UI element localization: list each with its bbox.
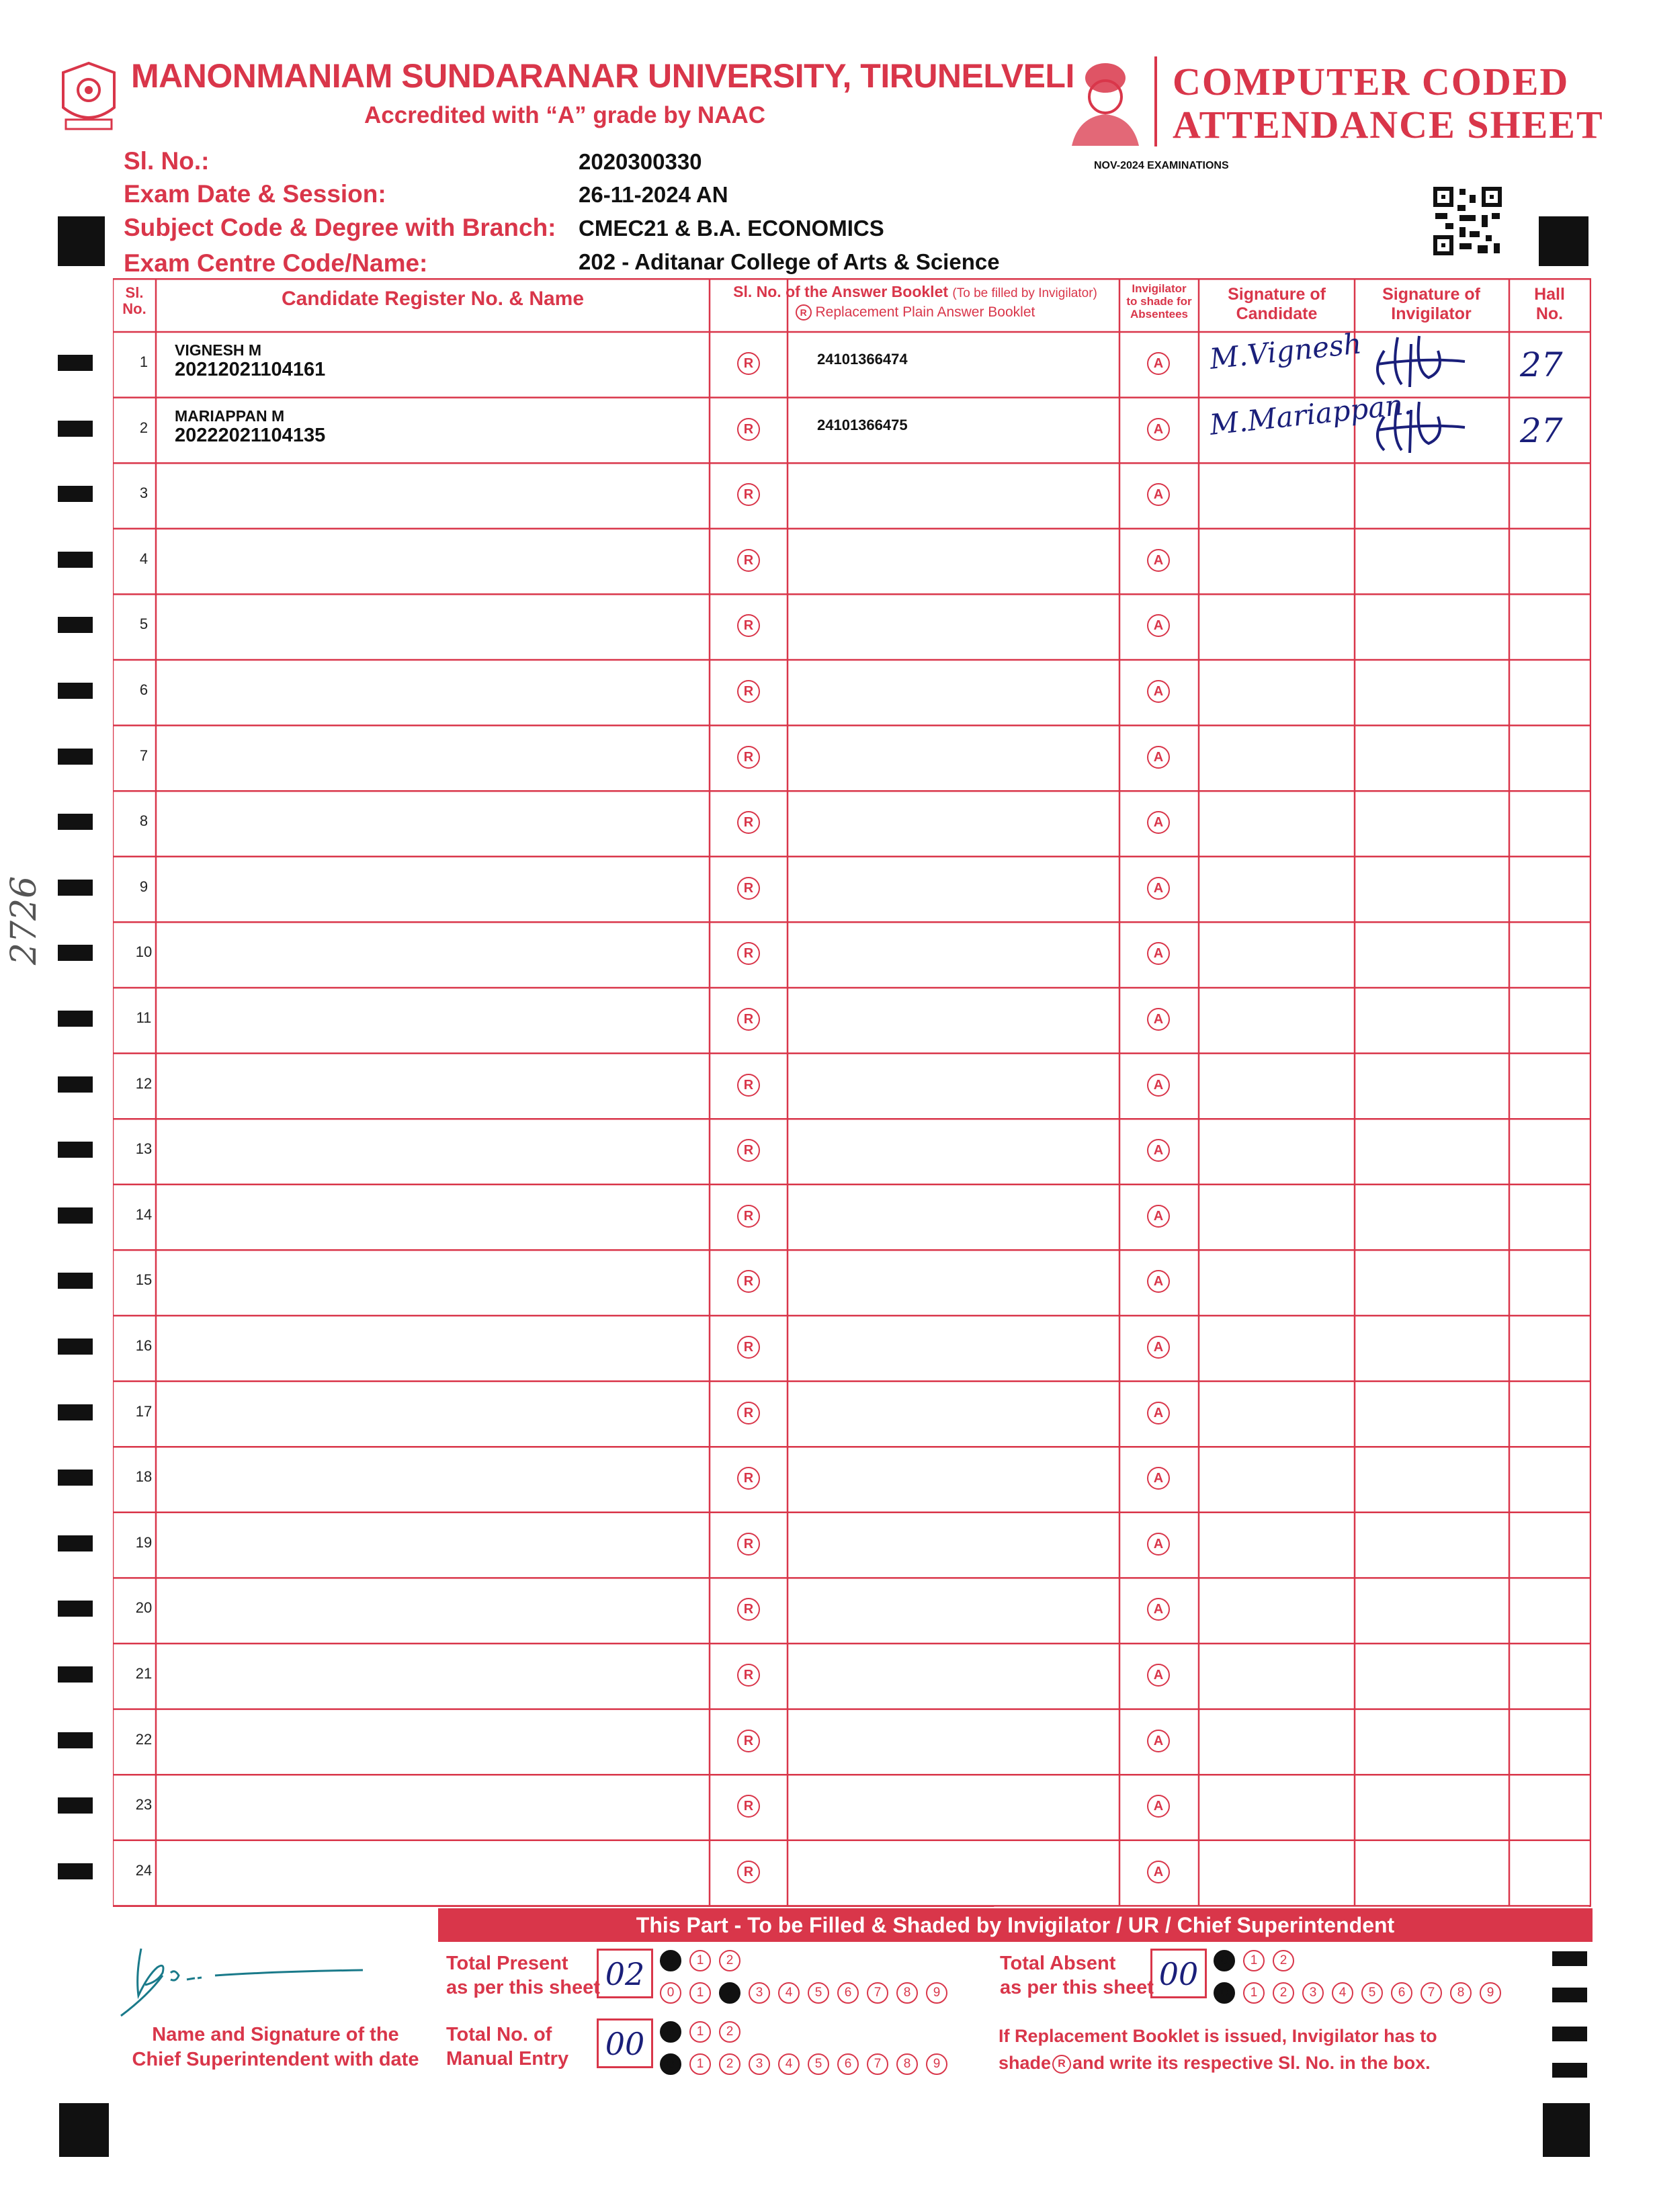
centre-value: 202 - Aditanar College of Arts & Science	[579, 249, 1000, 274]
replacement-bubble[interactable]: R	[737, 418, 760, 441]
replacement-bubble[interactable]: R	[737, 942, 760, 965]
total-present-units-bubble-9[interactable]: 9	[926, 1982, 947, 2004]
total-present-value: 02	[605, 1956, 645, 1992]
answer-booklet-no: 24101366474	[817, 351, 908, 368]
manual-entry-tens-bubble-1[interactable]: 1	[689, 2021, 711, 2043]
replacement-bubble[interactable]: R	[737, 1270, 760, 1293]
candidate-register-no: 20222021104135	[175, 424, 326, 446]
timing-mark-left	[58, 945, 93, 961]
header-hall-line2: No.	[1535, 304, 1564, 323]
timing-mark-left	[58, 1207, 93, 1224]
total-absent-units-bubble-4[interactable]: 4	[1332, 1982, 1353, 2004]
header-absent-line1: Invigilator	[1132, 282, 1187, 295]
invigilator-signature	[1364, 396, 1492, 464]
timing-mark-left	[58, 1797, 93, 1814]
university-logo	[59, 60, 118, 134]
header-sl-line2: No.	[122, 300, 146, 317]
header-sig-cand-line2: Candidate	[1236, 304, 1318, 323]
total-present-unit-bubbles	[660, 1982, 956, 2004]
manual-entry-line2: Manual Entry	[446, 2048, 569, 2070]
header-booklet-line2: Replacement Plain Answer Booklet	[815, 304, 1035, 320]
timing-mark-right-1	[1552, 1951, 1587, 1966]
timing-mark-left	[58, 1863, 93, 1879]
replacement-bubble[interactable]: R	[737, 1074, 760, 1097]
total-present-tens-bubble-0[interactable]: 0	[660, 1950, 681, 1971]
header-candidate: Candidate Register No. & Name	[281, 288, 585, 310]
row-sl-no: 16	[135, 1337, 153, 1354]
margin-note: 2726	[4, 876, 45, 966]
absent-bubble[interactable]: A	[1147, 811, 1170, 834]
absent-bubble[interactable]: A	[1147, 1598, 1170, 1621]
timing-mark-left	[58, 486, 93, 502]
manual-entry-box[interactable]	[597, 2018, 653, 2068]
header-booklet-note: (To be filled by Invigilator)	[952, 286, 1097, 300]
total-absent-units-bubble-1[interactable]: 1	[1243, 1982, 1265, 2004]
total-present-units-bubble-1[interactable]: 1	[689, 1982, 711, 2004]
absent-bubble[interactable]: A	[1147, 1861, 1170, 1883]
timing-mark-left	[58, 683, 93, 699]
absent-bubble[interactable]: A	[1147, 1139, 1170, 1162]
row-sl-no: 7	[139, 747, 149, 764]
chief-label-line2: Chief Superintendent with date	[132, 2049, 419, 2070]
absent-bubble[interactable]: A	[1147, 1270, 1170, 1293]
row-sl-no: 15	[135, 1271, 153, 1289]
replacement-bubble[interactable]: R	[737, 680, 760, 703]
total-present-label	[446, 1951, 600, 2000]
candidate-signature: M.Mariappan.	[1207, 387, 1414, 441]
manual-entry-tens-bubble-0[interactable]: 0	[660, 2021, 681, 2043]
row-sl-no: 19	[135, 1533, 153, 1551]
row-sl-no: 20	[135, 1599, 153, 1617]
absent-bubble[interactable]: A	[1147, 1795, 1170, 1818]
absent-bubble[interactable]: A	[1147, 1205, 1170, 1228]
corner-mark-top-left	[58, 216, 105, 266]
header-sig-inv-line2: Invigilator	[1391, 304, 1472, 323]
total-absent-units-bubble-2[interactable]: 2	[1273, 1982, 1294, 2004]
timing-mark-left	[58, 1338, 93, 1355]
absent-bubble[interactable]: A	[1147, 746, 1170, 769]
total-absent-tens-bubbles	[1214, 1950, 1302, 1971]
header-absent-line3: Absentees	[1130, 308, 1188, 321]
total-present-units-bubble-3[interactable]: 3	[749, 1982, 770, 2004]
header-hall-line1: Hall	[1534, 285, 1565, 304]
timing-mark-left	[58, 1470, 93, 1486]
timing-mark-left	[58, 1273, 93, 1289]
total-absent-line2: as per this sheet	[1000, 1977, 1154, 1998]
replacement-bubble[interactable]: R	[737, 746, 760, 769]
header-sl-line1: Sl.	[125, 284, 144, 301]
manual-entry-tens-bubble-2[interactable]: 2	[719, 2021, 740, 2043]
row-sl-no: 11	[136, 1009, 152, 1026]
total-absent-box[interactable]	[1150, 1949, 1207, 1998]
row-sl-no: 23	[135, 1796, 153, 1814]
sl-no-value: 2020300330	[579, 149, 702, 174]
total-present-units-bubble-6[interactable]: 6	[837, 1982, 859, 2004]
timing-mark-left	[58, 355, 93, 371]
header-absentees	[1119, 282, 1199, 321]
chief-superintendent-signature	[101, 1935, 383, 2023]
row-sl-no: 10	[135, 943, 153, 961]
absent-bubble[interactable]: A	[1147, 1664, 1170, 1687]
corner-mark-bottom-right	[1543, 2103, 1590, 2157]
hall-no: 27	[1520, 345, 1563, 384]
header-signature-candidate	[1200, 285, 1353, 324]
row-sl-no: 17	[135, 1402, 153, 1420]
replacement-bubble[interactable]: R	[737, 811, 760, 834]
row-sl-no: 12	[135, 1074, 153, 1092]
row-sl-no: 21	[135, 1665, 153, 1682]
timing-mark-left	[58, 749, 93, 765]
replacement-bubble[interactable]: R	[737, 1730, 760, 1752]
timing-mark-left	[58, 1535, 93, 1551]
absent-bubble[interactable]: A	[1147, 418, 1170, 441]
row-sl-no: 5	[139, 615, 149, 633]
absent-bubble[interactable]: A	[1147, 352, 1170, 375]
total-absent-line1: Total Absent	[1000, 1953, 1116, 1974]
manual-entry-label	[446, 2023, 568, 2071]
absent-bubble[interactable]: A	[1147, 1336, 1170, 1359]
manual-entry-value: 00	[605, 2026, 645, 2062]
row-sl-no: 18	[135, 1468, 153, 1486]
total-absent-units-bubble-6[interactable]: 6	[1391, 1982, 1412, 2004]
corner-mark-top-right	[1539, 216, 1588, 266]
candidate-register-no: 20212021104161	[175, 359, 326, 380]
replacement-bubble[interactable]: R	[737, 1533, 760, 1556]
manual-entry-units-bubble-2[interactable]: 2	[719, 2053, 740, 2075]
total-absent-units-bubble-3[interactable]: 3	[1302, 1982, 1324, 2004]
absent-bubble[interactable]: A	[1147, 680, 1170, 703]
row-sl-no: 6	[139, 681, 149, 698]
timing-mark-right-3	[1552, 2027, 1587, 2041]
replacement-bubble[interactable]: R	[737, 549, 760, 572]
timing-mark-left	[58, 421, 93, 437]
row-sl-no: 9	[139, 878, 149, 895]
total-present-line1: Total Present	[446, 1953, 568, 1974]
total-absent-units-bubble-9[interactable]: 9	[1480, 1982, 1501, 2004]
sheet-title	[1173, 60, 1604, 146]
exam-date-label: Exam Date & Session:	[124, 180, 386, 208]
replacement-bubble[interactable]: R	[737, 1336, 760, 1359]
total-absent-units-bubble-7[interactable]: 7	[1421, 1982, 1442, 2004]
answer-booklet-no: 24101366475	[817, 416, 908, 433]
total-absent-tens-bubble-0[interactable]: 0	[1214, 1950, 1235, 1971]
corner-mark-bottom-left	[59, 2103, 109, 2157]
invigilator-band: This Part - To be Filled & Shaded by Invigilator / UR / Chief Superintendent	[438, 1908, 1593, 1942]
absent-bubble[interactable]: A	[1147, 614, 1170, 637]
total-present-units-bubble-4[interactable]: 4	[778, 1982, 800, 2004]
sheet-title-line1: COMPUTER CODED	[1173, 60, 1570, 103]
total-absent-tens-bubble-1[interactable]: 1	[1243, 1950, 1265, 1971]
replacement-bubble[interactable]: R	[737, 1598, 760, 1621]
absent-bubble[interactable]: A	[1147, 1533, 1170, 1556]
replacement-note-line1: If Replacement Booklet is issued, Invigilator has to	[999, 2026, 1437, 2046]
absent-bubble[interactable]: A	[1147, 1074, 1170, 1097]
exam-date-value: 26-11-2024 AN	[579, 182, 728, 207]
replacement-bubble[interactable]: R	[737, 1861, 760, 1883]
row-sl-no: 24	[135, 1861, 153, 1879]
chief-label-line1: Name and Signature of the	[152, 2024, 399, 2045]
replacement-r-symbol: R	[796, 304, 812, 321]
replacement-bubble[interactable]: R	[737, 1467, 760, 1490]
timing-mark-left	[58, 1404, 93, 1420]
manual-entry-units-bubble-4[interactable]: 4	[778, 2053, 800, 2075]
header-absent-line2: to shade for	[1126, 295, 1192, 308]
timing-mark-left	[58, 1732, 93, 1748]
invigilator-signature	[1364, 331, 1492, 398]
row-sl-no: 4	[139, 550, 149, 567]
total-absent-label	[1000, 1951, 1154, 2000]
manual-entry-units-bubble-6[interactable]: 6	[837, 2053, 859, 2075]
manual-entry-units-bubble-9[interactable]: 9	[926, 2053, 947, 2075]
timing-mark-left	[58, 617, 93, 633]
manual-entry-units-bubble-5[interactable]: 5	[808, 2053, 829, 2075]
absent-bubble[interactable]: A	[1147, 1730, 1170, 1752]
timing-mark-left	[58, 1076, 93, 1093]
total-present-units-bubble-2[interactable]: 2	[719, 1982, 740, 2004]
timing-mark-right-4	[1552, 2063, 1587, 2078]
replacement-note-line2a: shade	[999, 2053, 1052, 2073]
total-absent-unit-bubbles	[1214, 1982, 1509, 2004]
row-sl-no: 13	[135, 1140, 153, 1158]
replacement-bubble[interactable]: R	[737, 1402, 760, 1424]
replacement-bubble[interactable]: R	[737, 1795, 760, 1818]
manual-entry-line1: Total No. of	[446, 2024, 552, 2045]
replacement-bubble[interactable]: R	[737, 1139, 760, 1162]
header-sl-no	[113, 285, 156, 317]
total-present-box[interactable]	[597, 1949, 653, 1998]
row-sl-no: 3	[139, 484, 149, 502]
header-hall-no	[1509, 285, 1590, 324]
manual-entry-tens-bubbles	[660, 2021, 749, 2043]
absent-bubble[interactable]: A	[1147, 1008, 1170, 1031]
total-absent-tens-bubble-2[interactable]: 2	[1273, 1950, 1294, 1971]
header-sig-inv-line1: Signature of	[1382, 285, 1480, 304]
absent-bubble[interactable]: A	[1147, 1402, 1170, 1424]
sl-no-label: Sl. No.:	[124, 147, 210, 175]
row-sl-no: 8	[139, 812, 149, 830]
timing-mark-left	[58, 552, 93, 568]
total-present-units-bubble-0[interactable]: 0	[660, 1982, 681, 2004]
replacement-bubble[interactable]: R	[737, 1008, 760, 1031]
candidate-name: VIGNESH M	[175, 341, 262, 359]
header-booklet	[711, 282, 1119, 322]
absent-bubble[interactable]: A	[1147, 483, 1170, 506]
absent-bubble[interactable]: A	[1147, 942, 1170, 965]
timing-mark-left	[58, 1666, 93, 1683]
header-divider	[1154, 56, 1157, 146]
manual-entry-unit-bubbles	[660, 2053, 956, 2075]
timing-mark-left	[58, 1601, 93, 1617]
timing-mark-left	[58, 814, 93, 830]
replacement-note-r-symbol: R	[1052, 2055, 1071, 2074]
absent-bubble[interactable]: A	[1147, 877, 1170, 900]
header-sig-cand-line1: Signature of	[1228, 285, 1326, 304]
absent-bubble[interactable]: A	[1147, 1467, 1170, 1490]
sheet-title-line2: ATTENDANCE SHEET	[1173, 103, 1604, 146]
total-present-tens-bubble-1[interactable]: 1	[689, 1950, 711, 1971]
timing-mark-left	[58, 1011, 93, 1027]
absent-bubble[interactable]: A	[1147, 549, 1170, 572]
subject-value: CMEC21 & B.A. ECONOMICS	[579, 216, 884, 241]
total-absent-units-bubble-0[interactable]: 0	[1214, 1982, 1235, 2004]
row-sl-no: 14	[135, 1205, 153, 1223]
header-signature-invigilator	[1355, 285, 1508, 324]
hall-no: 27	[1520, 411, 1563, 450]
manual-entry-units-bubble-3[interactable]: 3	[749, 2053, 770, 2075]
total-absent-value: 00	[1158, 1956, 1199, 1992]
replacement-bubble[interactable]: R	[737, 1664, 760, 1687]
timing-mark-left	[58, 1142, 93, 1158]
attendance-grid	[113, 278, 1591, 1907]
centre-label: Exam Centre Code/Name:	[124, 249, 428, 277]
qr-code	[1433, 187, 1502, 255]
header-booklet-line1: Sl. No. of the Answer Booklet	[733, 283, 949, 300]
manual-entry-units-bubble-7[interactable]: 7	[867, 2053, 888, 2075]
row-sl-no: 1	[139, 353, 149, 370]
portrait-emblem	[1052, 55, 1159, 146]
total-absent-units-bubble-8[interactable]: 8	[1450, 1982, 1472, 2004]
row-sl-no: 22	[135, 1730, 153, 1748]
total-present-line2: as per this sheet	[446, 1977, 600, 1998]
timing-mark-right-2	[1552, 1988, 1587, 2002]
replacement-bubble[interactable]: R	[737, 483, 760, 506]
manual-entry-units-bubble-0[interactable]: 0	[660, 2053, 681, 2075]
candidate-signature: M.Vignesh	[1207, 327, 1363, 376]
row-sl-no: 2	[139, 419, 149, 436]
exam-period: NOV-2024 EXAMINATIONS	[1094, 160, 1229, 171]
total-present-tens-bubble-2[interactable]: 2	[719, 1950, 740, 1971]
subject-label: Subject Code & Degree with Branch:	[124, 214, 556, 241]
replacement-note	[999, 2023, 1437, 2076]
chief-superintendent-label	[113, 2023, 438, 2072]
replacement-bubble[interactable]: R	[737, 614, 760, 637]
manual-entry-units-bubble-1[interactable]: 1	[689, 2053, 711, 2075]
manual-entry-units-bubble-8[interactable]: 8	[896, 2053, 918, 2075]
replacement-bubble[interactable]: R	[737, 877, 760, 900]
total-absent-units-bubble-5[interactable]: 5	[1361, 1982, 1383, 2004]
replacement-note-line2b: and write its respective Sl. No. in the box.	[1072, 2053, 1431, 2073]
total-present-tens-bubbles	[660, 1950, 749, 1971]
total-present-units-bubble-8[interactable]: 8	[896, 1982, 918, 2004]
university-name: MANONMANIAM SUNDARANAR UNIVERSITY, TIRUNELVELI	[131, 57, 1074, 95]
timing-mark-left	[58, 880, 93, 896]
replacement-bubble[interactable]: R	[737, 352, 760, 375]
total-present-units-bubble-5[interactable]: 5	[808, 1982, 829, 2004]
replacement-bubble[interactable]: R	[737, 1205, 760, 1228]
candidate-name: MARIAPPAN M	[175, 407, 285, 425]
total-present-units-bubble-7[interactable]: 7	[867, 1982, 888, 2004]
accreditation-text: Accredited with “A” grade by NAAC	[364, 102, 766, 128]
